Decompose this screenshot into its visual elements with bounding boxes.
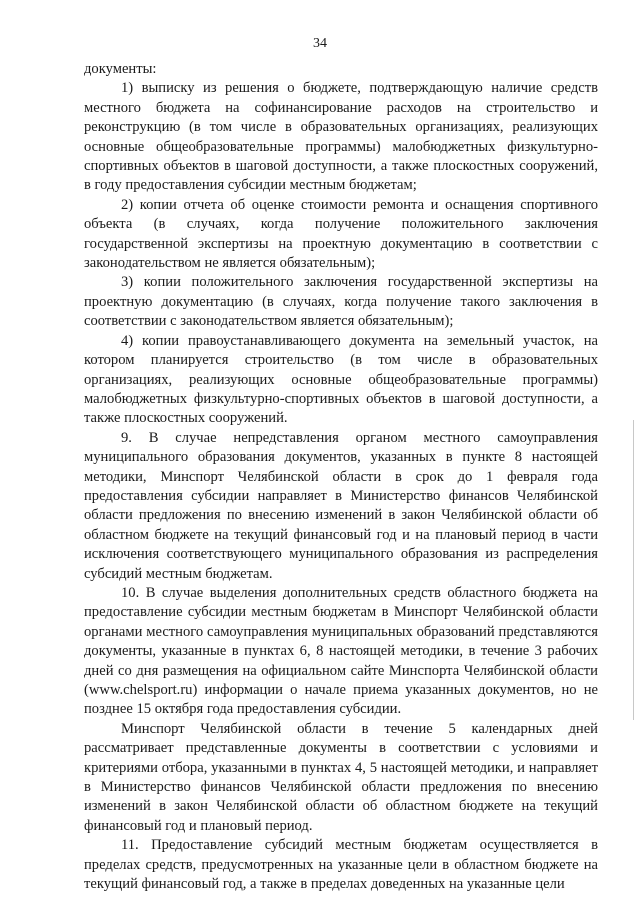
page-number: 34 <box>313 36 327 51</box>
paragraph-clause-9: 9. В случае непредставления органом местного самоуправления муниципального образования документов, указанных в пункте 8 настоящей методики, Минспорт Челябинской области в срок до 1 февраля года предоставления субсидии направляет в Министерство финансов Челябинской области предложения по внесению изменений в закон Челябинской области об областном бюджете на текущий финансовый год и на плановый период в части исключения соответствующего муниципального образования из распределения субсидий местным бюджетам. <box>84 429 598 582</box>
paragraph-intro: документы: <box>84 61 157 77</box>
scan-edge-line <box>633 420 634 720</box>
document-body <box>84 60 598 894</box>
paragraph-item-4: 4) копии правоустанавливающего документа на земельный участок, на котором планируется строительство (в том числе в образовательных организациях, реализующих основные общеобразовательные программы) малобюджетных физкультурно-спортивных объектов в шаговой доступности, а также плоскостных сооружений. <box>84 332 598 427</box>
paragraph-item-2: 2) копии отчета об оценке стоимости ремонта и оснащения спортивного объекта (в случаях, когда получение положительного заключения государственной экспертизы на проектную документацию в соответствии с законодательством не является обязательным); <box>84 196 598 272</box>
paragraph-clause-10: 10. В случае выделения дополнительных средств областного бюджета на предоставление субсидии местным бюджетам в Минспорт Челябинской области органами местного самоуправления муниципальных образований представляются документы, указанные в пунктах 6, 8 настоящей методики, в течение 3 рабочих дней со дня размещения на официальном сайте Минспорта Челябинской области (www.chelsport.ru) информации о начале приема указанных документов, но не позднее 15 октября года предоставления субсидии. <box>84 584 598 718</box>
paragraph-item-1: 1) выписку из решения о бюджете, подтверждающую наличие средств местного бюджета на софинансирование расходов на строительство и реконструкцию (в том числе в образовательных организациях, реализующих основные общеобразовательные программы) малобюджетных физкультурно-спортивных объектов в шаговой доступности, а также плоскостных сооружений, в году предоставления субсидии местным бюджетам; <box>84 80 598 194</box>
paragraph-clause-10-continued: Минспорт Челябинской области в течение 5 календарных дней рассматривает представленные документы в соответствии с условиями и критериями отбора, указанными в пунктах 4, 5 настоящей методики, и направляет в Министерство финансов Челябинской области предложения по внесению изменений в закон Челябинской области об областном бюджете на текущий финансовый год и плановый период. <box>84 720 598 834</box>
paragraph-clause-11: 11. Предоставление субсидий местным бюджетам осуществляется в пределах средств, предусмотренных на указанные цели в областном бюджете на текущий финансовый год, а также в пределах доведенных на указанные цели <box>84 837 598 893</box>
paragraph-item-3: 3) копии положительного заключения государственной экспертизы на проектную документацию (в случаях, когда получение такого заключения в соответствии с законодательством является обязательным); <box>84 274 598 330</box>
